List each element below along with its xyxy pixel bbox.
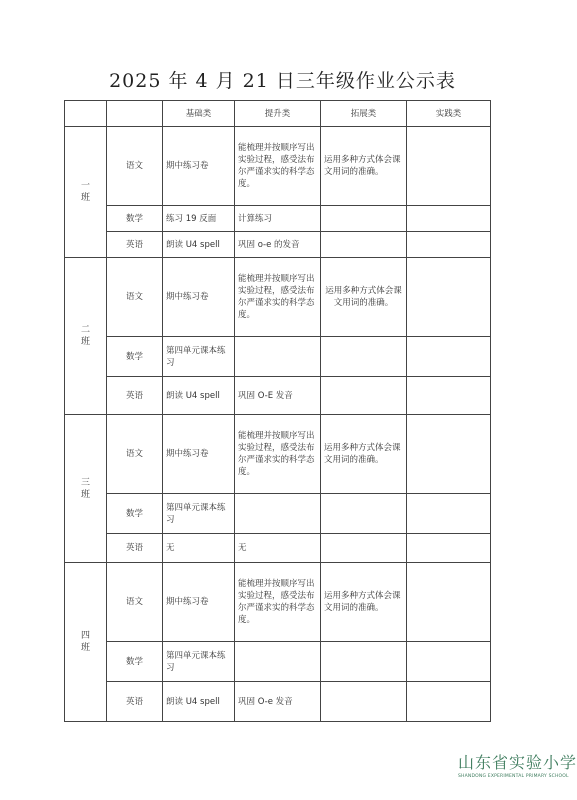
- basic-cell: 无: [163, 534, 235, 563]
- class-name-bottom: 班: [80, 337, 90, 347]
- basic-cell: 朗读 U4 spell: [163, 232, 235, 258]
- improve-cell: 巩固 O-e 发音: [235, 682, 321, 722]
- subject-cell: 语文: [107, 258, 163, 337]
- page-title: 2025 年 4 月 21 日三年级作业公示表: [109, 70, 456, 92]
- practice-cell: [407, 534, 491, 563]
- practice-cell: [407, 337, 491, 377]
- improve-cell: 计算练习: [235, 206, 321, 232]
- table-row: [65, 415, 491, 494]
- subject-cell: 数学: [107, 206, 163, 232]
- extend-cell: [321, 682, 407, 722]
- practice-cell: [407, 232, 491, 258]
- practice-cell: [407, 377, 491, 415]
- improve-cell: 能梳理并按顺序写出实验过程，感受法布尔严谨求实的科学态度。: [235, 258, 321, 337]
- subject-cell: 英语: [107, 534, 163, 563]
- class-name-top: 一: [80, 181, 90, 191]
- extend-cell: 运用多种方式体会课文用词的准确。: [321, 258, 407, 337]
- header-cell-improve: 提升类: [235, 101, 321, 127]
- class-name-cell: [65, 563, 107, 722]
- school-logo-text: 山东省实验小学: [458, 753, 577, 772]
- improve-cell: 能梳理并按顺序写出实验过程，感受法布尔严谨求实的科学态度。: [235, 415, 321, 494]
- subject-cell: 数学: [107, 337, 163, 377]
- improve-cell: 无: [235, 534, 321, 563]
- improve-cell: 巩固 o-e 的发音: [235, 232, 321, 258]
- class-name-cell: [65, 258, 107, 415]
- class-name-top: 二: [80, 325, 90, 335]
- class-name-bottom: 班: [80, 643, 90, 653]
- basic-cell: 朗读 U4 spell: [163, 682, 235, 722]
- header-cell-basic: 基础类: [163, 101, 235, 127]
- subject-cell: 英语: [107, 377, 163, 415]
- extend-cell: [321, 642, 407, 682]
- basic-cell: 第四单元课本练习: [163, 642, 235, 682]
- improve-cell: [235, 494, 321, 534]
- practice-cell: [407, 206, 491, 232]
- table-row: [65, 258, 491, 337]
- practice-cell: [407, 258, 491, 337]
- subject-cell: 语文: [107, 415, 163, 494]
- subject-cell: 语文: [107, 127, 163, 206]
- table-row: [65, 534, 491, 563]
- improve-cell: [235, 337, 321, 377]
- basic-cell: 期中练习卷: [163, 258, 235, 337]
- extend-cell: [321, 377, 407, 415]
- homework-table: [64, 100, 491, 722]
- subject-cell: 数学: [107, 494, 163, 534]
- improve-cell: 能梳理并按顺序写出实验过程，感受法布尔严谨求实的科学态度。: [235, 563, 321, 642]
- school-logo: [458, 750, 577, 790]
- table-row: [65, 206, 491, 232]
- subject-cell: 英语: [107, 232, 163, 258]
- basic-cell: 期中练习卷: [163, 415, 235, 494]
- class-name-cell: [65, 127, 107, 258]
- table-row: [65, 682, 491, 722]
- subject-cell: 语文: [107, 563, 163, 642]
- class-name-cell: [65, 415, 107, 563]
- table-row: [65, 642, 491, 682]
- table-row: [65, 563, 491, 642]
- practice-cell: [407, 682, 491, 722]
- header-cell-practice: 实践类: [407, 101, 491, 127]
- extend-cell: 运用多种方式体会课文用词的准确。: [321, 563, 407, 642]
- class-name-top: 三: [80, 477, 90, 488]
- extend-cell: [321, 534, 407, 563]
- subject-cell: 数学: [107, 642, 163, 682]
- practice-cell: [407, 494, 491, 534]
- extend-cell: 运用多种方式体会课文用词的准确。: [321, 127, 407, 206]
- subject-cell: 英语: [107, 682, 163, 722]
- header-cell-class: [65, 101, 107, 127]
- basic-cell: 第四单元课本练习: [163, 337, 235, 377]
- practice-cell: [407, 415, 491, 494]
- header-row: [65, 101, 491, 127]
- extend-cell: [321, 337, 407, 377]
- header-cell-extend: 拓展类: [321, 101, 407, 127]
- class-name-top: 四: [80, 631, 90, 641]
- class-name-bottom: 班: [80, 489, 90, 500]
- extend-cell: [321, 232, 407, 258]
- basic-cell: 朗读 U4 spell: [163, 377, 235, 415]
- basic-cell: 练习 19 反面: [163, 206, 235, 232]
- table-row: [65, 232, 491, 258]
- basic-cell: 期中练习卷: [163, 127, 235, 206]
- class-name-bottom: 班: [80, 193, 90, 203]
- basic-cell: 期中练习卷: [163, 563, 235, 642]
- school-logo-subtext: SHANDONG EXPERIMENTAL PRIMARY SCHOOL: [458, 774, 569, 779]
- table-row: [65, 494, 491, 534]
- header-cell-subject: [107, 101, 163, 127]
- practice-cell: [407, 127, 491, 206]
- improve-cell: 能梳理并按顺序写出实验过程，感受法布尔严谨求实的科学态度。: [235, 127, 321, 206]
- extend-cell: [321, 494, 407, 534]
- table-row: [65, 377, 491, 415]
- improve-cell: 巩固 O-E 发音: [235, 377, 321, 415]
- practice-cell: [407, 563, 491, 642]
- practice-cell: [407, 642, 491, 682]
- improve-cell: [235, 642, 321, 682]
- table-row: [65, 127, 491, 206]
- table-row: [65, 337, 491, 377]
- extend-cell: [321, 206, 407, 232]
- basic-cell: 第四单元课本练习: [163, 494, 235, 534]
- extend-cell: 运用多种方式体会课文用词的准确。: [321, 415, 407, 494]
